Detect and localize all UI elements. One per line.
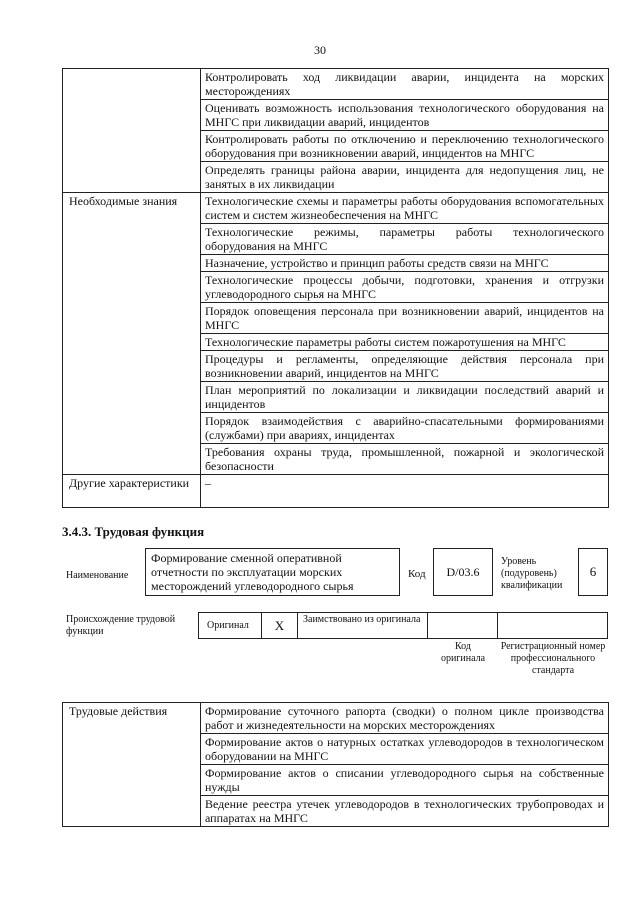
row-label-knowledge: Необходимые знания — [63, 193, 201, 475]
row-text: Формирование актов о списании углеводородного сырья на собственные нужды — [201, 765, 609, 796]
table-row — [63, 193, 609, 224]
row-text: Технологические режимы, параметры работы технологического оборудования на МНГС — [201, 224, 609, 255]
original-mark-box — [261, 612, 298, 639]
original-box — [198, 612, 262, 639]
row-text: Назначение, устройство и принцип работы средств связи на МНГС — [201, 255, 609, 272]
level-value: 6 — [589, 564, 597, 579]
level-box — [578, 548, 608, 596]
row-text: Порядок оповещения персонала при возникновении аварий, инцидентов на МНГС — [201, 303, 609, 334]
level-label: Уровень (подуровень) квалификации — [501, 556, 563, 591]
row-text: Контролировать работы по отключению и переключению технологического оборудования при возникновении аварий, инцидентов на МНГС — [201, 131, 609, 162]
borrowed-box — [297, 612, 428, 639]
row-label-actions: Трудовые действия — [63, 703, 201, 827]
table-row — [63, 703, 609, 734]
row-text: Требования охраны труда, промышленной, пожарной и экологической безопасности — [201, 444, 609, 475]
code-original-box — [427, 612, 498, 639]
section-title: 3.4.3. Трудовая функция — [62, 524, 205, 539]
name-label: Наименование — [66, 570, 129, 581]
code-label: Код — [408, 568, 426, 580]
row-text: Определять границы района аварии, инцидента для недопущения лиц, не занятых в их ликвидации — [201, 162, 609, 193]
row-text: Контролировать ход ликвидации аварии, инцидента на морских месторождениях — [201, 69, 609, 100]
row-text: Формирование актов о натурных остатках углеводородов в технологическом оборудовании на МНГС — [201, 734, 609, 765]
row-text: Оценивать возможность использования технологического оборудования на МНГС при ликвидации аварий, инцидентов — [201, 100, 609, 131]
row-text: Формирование суточного рапорта (сводки) о полном цикле производства работ и жизнедеятельности на морских месторождениях — [201, 703, 609, 734]
original-label: Оригинал — [207, 620, 249, 631]
row-text: Порядок взаимодействия с аварийно-спасательными формированиями (службами) при авариях, инцидентах — [201, 413, 609, 444]
function-name: Формирование сменной оперативной отчетности по эксплуатации морских месторождений углеводородного сырья — [151, 551, 354, 593]
reg-number-box — [497, 612, 608, 639]
row-text: Технологические схемы и параметры работы оборудования вспомогательных систем и систем жизнеобеспечения на МНГС — [201, 193, 609, 224]
row-text: Технологические параметры работы систем пожаротушения на МНГС — [201, 334, 609, 351]
origin-label: Происхождение трудовой функции — [66, 614, 176, 637]
row-text: Процедуры и регламенты, определяющие действия персонала при возникновении аварий, инцидентов на МНГС — [201, 351, 609, 382]
function-name-box — [145, 548, 400, 596]
reg-number-caption: Регистрационный номер профессионального стандарта — [500, 641, 606, 676]
borrowed-label: Заимствовано из оригинала — [303, 614, 421, 625]
code-box — [433, 548, 493, 596]
row-label-other: Другие характеристики — [63, 475, 201, 508]
row-text: План мероприятий по локализации и ликвидации последствий аварий и инцидентов — [201, 382, 609, 413]
row-label — [63, 69, 201, 193]
row-text: Технологические процессы добычи, подготовки, хранения и отгрузки углеводородного сырья на МНГС — [201, 272, 609, 303]
code-original-caption: Код оригинала — [440, 641, 486, 664]
code-value: D/03.6 — [446, 564, 480, 579]
knowledge-skills-table — [62, 68, 609, 508]
table-row — [63, 475, 609, 508]
row-text: Ведение реестра утечек углеводородов в технологических трубопроводах и аппаратах на МНГС — [201, 796, 609, 827]
page-number: 30 — [314, 43, 326, 57]
labor-actions-table — [62, 702, 609, 827]
table-row — [63, 69, 609, 100]
original-mark: X — [274, 617, 285, 633]
row-text: – — [201, 475, 609, 508]
